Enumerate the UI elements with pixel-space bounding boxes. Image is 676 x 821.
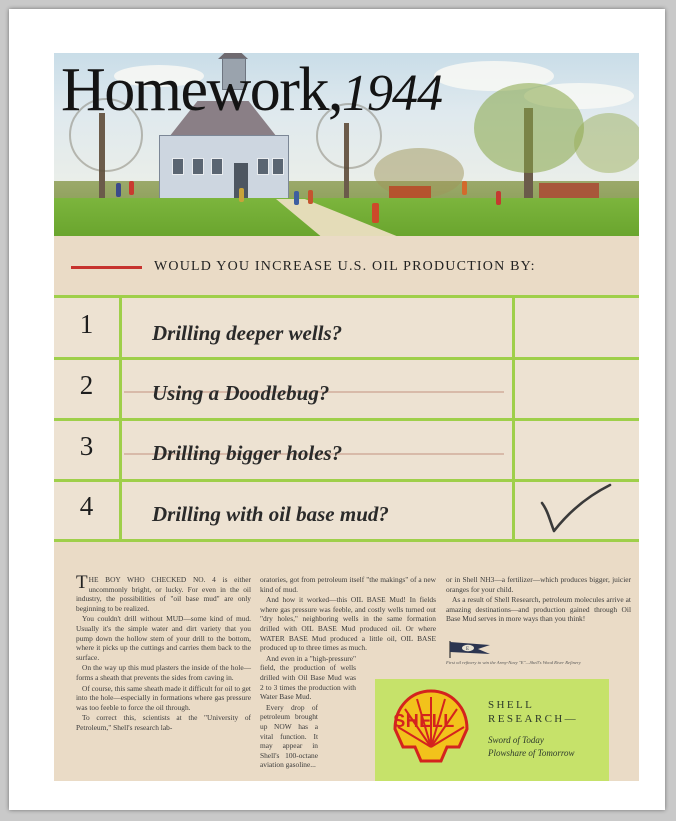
tree-canopy (574, 113, 639, 173)
child-figure (308, 190, 313, 204)
grid-line (54, 539, 639, 542)
answer-number: 1 (79, 309, 94, 339)
shell-heading: SHELL (488, 699, 535, 711)
schoolhouse-illustration (54, 53, 639, 236)
grid-line (119, 295, 122, 542)
question-header (54, 256, 639, 280)
answer-text: Using a Doodlebug? (152, 381, 330, 405)
grid-line (54, 295, 639, 298)
window (272, 158, 284, 175)
paragraph: Every drop of petroleum brought up NOW has a vital function. It may appear in Shell's 100-octane aviation gasoline... (260, 702, 318, 770)
child-figure (496, 191, 501, 205)
answer-number: 3 (79, 431, 94, 461)
grid-line (54, 418, 639, 421)
question-text: WOULD YOU INCREASE U.S. OIL PRODUCTION BY: (154, 259, 536, 274)
grid-line (54, 357, 639, 360)
answer-text: Drilling deeper wells? (152, 321, 343, 345)
paragraph: oratories, got from petroleum itself "the makings" of a new kind of mud. (260, 575, 436, 594)
paragraph: HE BOY WHO CHECKED NO. 4 is either uncommonly bright, or lucky. For even in the oil industry, the possibilities of "oil base mud" are only beginning to be realized. (76, 575, 251, 613)
child-figure (462, 181, 467, 195)
child-figure (116, 183, 121, 197)
army-navy-e-flag-icon (448, 639, 494, 659)
window (192, 158, 204, 175)
answer-number: 4 (79, 491, 94, 521)
check-mark-icon (534, 481, 614, 537)
paragraph: To correct this, scientists at the "University of Petroleum," Shell's research lab- (76, 713, 251, 732)
window (257, 158, 269, 175)
child-figure (372, 203, 379, 223)
tagline: Plowshare of Tomorrow (488, 748, 575, 758)
grid-line (512, 295, 515, 542)
drop-cap: T (76, 572, 88, 593)
research-heading: RESEARCH— (488, 713, 579, 725)
red-rule (71, 266, 142, 269)
answer-number: 2 (79, 370, 94, 400)
answer-text: Drilling bigger holes? (152, 441, 343, 465)
window (211, 158, 223, 175)
tagline: Sword of Today (488, 735, 544, 745)
svg-text:E: E (466, 647, 470, 652)
advertisement-page (54, 53, 639, 781)
shell-research-box (375, 679, 609, 781)
flag-caption: First oil refinery to win the Army-Navy "E"—Shell's Wood River Refinery (446, 660, 581, 665)
headline: Homework,1944 (61, 56, 442, 124)
paragraph: On the way up this mud plasters the inside of the hole—forms a sheath that prevents the sides from caving in. (76, 663, 251, 682)
paragraph: As a result of Shell Research, petroleum molecules arrive at amazing destinations—and production gained through Oil Base Mud serves in more ways than you think! (446, 595, 631, 624)
answer-text: Drilling with oil base mud? (152, 502, 389, 526)
body-column-3 (446, 575, 631, 625)
paragraph: And how it worked—this OIL BASE Mud! In fields where gas pressure was feeble, and costly wells turned out "dry holes," neighboring wells in the same formation drilled with OIL BASE Mud produced oil. Or where WATER BASE Mud produced a little oil, OIL BASE produced up to three times as much. (260, 595, 436, 653)
paragraph: And even in a "high-pressure" field, the production of wells drilled with Oil Base Mud was 2 to 3 times the production with Water Base Mud. (260, 653, 356, 702)
child-figure (239, 188, 244, 202)
paragraph: or in Shell NH3—a fertilizer—which produces bigger, juicier oranges for your child. (446, 575, 631, 594)
child-figure (294, 191, 299, 205)
paragraph: You couldn't drill without MUD—some kind of mud. Usually it's the simple water and dirt variety that you pump down the hollow stem of your drill to the bottom, where it picks up the cuttings and carries them back to the surface. (76, 614, 251, 662)
paragraph: Of course, this same sheath made it difficult for oil to get into the hole—especially in formations where gas pressure was too feeble to force the oil through. (76, 683, 251, 712)
shell-logo-text: SHELL (393, 711, 455, 731)
child-figure (129, 181, 134, 195)
print-frame (9, 9, 665, 810)
tree-canopy (474, 83, 584, 173)
body-column-1 (76, 572, 251, 734)
window (172, 158, 184, 175)
